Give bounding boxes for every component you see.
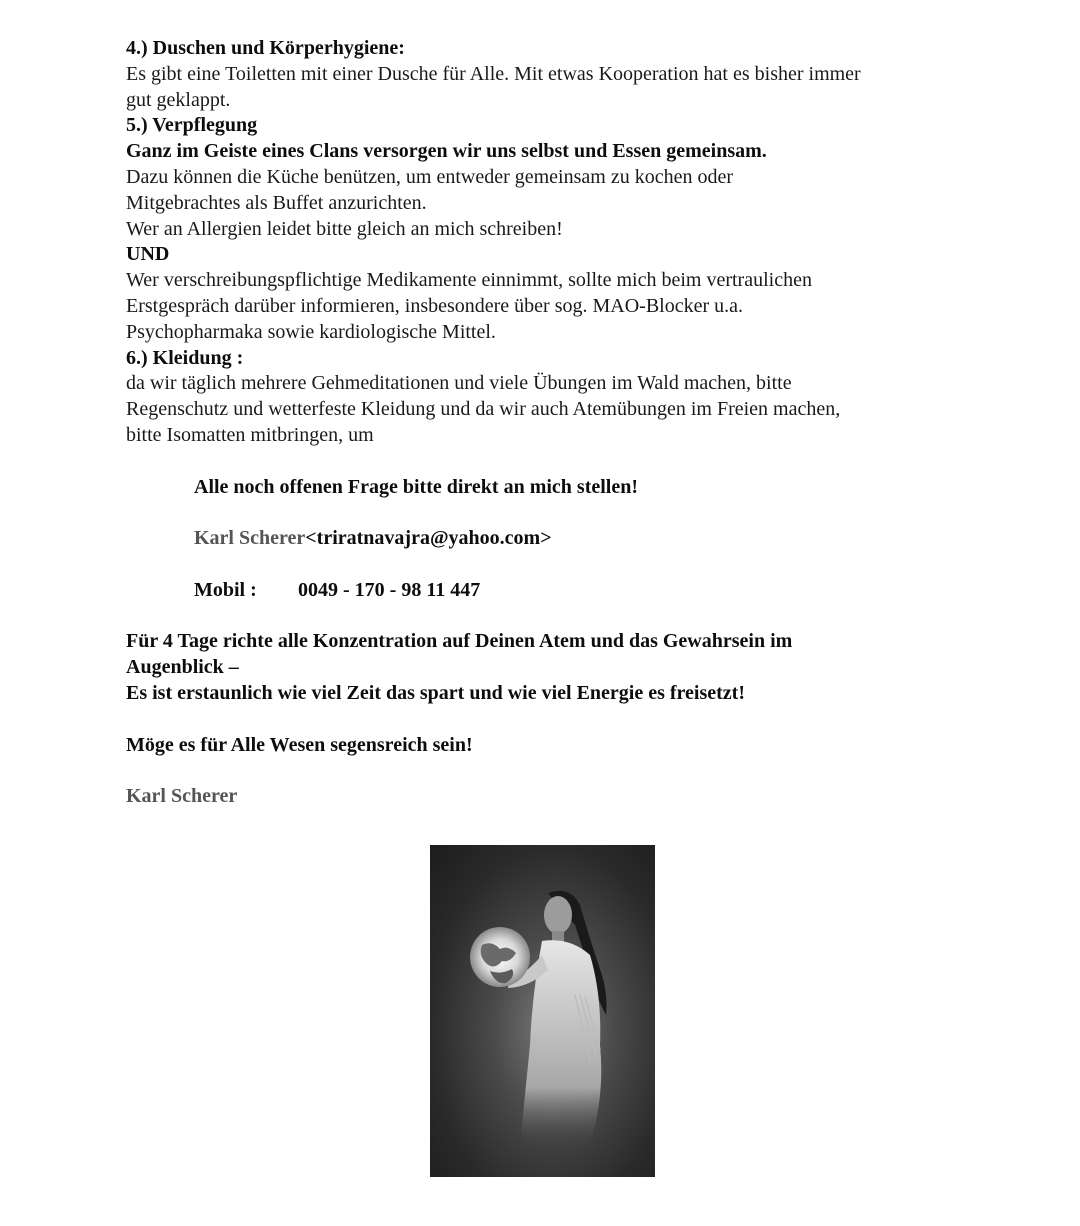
mobile-label: Mobil :: [194, 578, 257, 601]
painting-illustration: [430, 845, 655, 1177]
section-5-text-line: Mitgebrachtes als Buffet anzurichten.: [126, 191, 427, 214]
spacer: [126, 500, 966, 526]
section-6-text-line: Regenschutz und wetterfeste Kleidung und da wir auch Atemübungen im Freien machen,: [126, 398, 841, 421]
mobile-line: [126, 578, 966, 604]
contact-name: Karl Scherer: [194, 527, 306, 550]
spacer: [126, 552, 966, 578]
spacer: [126, 604, 966, 630]
section-5-text-line: Erstgespräch darüber informieren, insbesondere über sog. MAO-Blocker u.a.: [126, 294, 744, 317]
contact-line: [126, 526, 966, 552]
section-6-text-line: bitte Isomatten mitbringen, um: [126, 423, 374, 446]
section-4-text-line: Es gibt eine Toiletten mit einer Dusche für Alle. Mit etwas Kooperation hat es bisher immer: [126, 62, 861, 85]
signature: Karl Scherer: [126, 785, 238, 808]
section-6-text-line: da wir täglich mehrere Gehmeditationen und viele Übungen im Wald machen, bitte: [126, 372, 792, 395]
questions-line: Alle noch offenen Frage bitte direkt an mich stellen!: [194, 475, 639, 498]
section-6-heading: 6.) Kleidung :: [126, 346, 244, 369]
closing-line: Für 4 Tage richte alle Konzentration auf Deinen Atem und das Gewahrsein im: [126, 630, 793, 653]
closing-line: Es ist erstaunlich wie viel Zeit das spart und wie viel Energie es freisetzt!: [126, 681, 746, 704]
section-4-text-line: gut geklappt.: [126, 88, 231, 111]
spacer: [126, 758, 966, 784]
document-page: [126, 36, 966, 810]
mobile-number: 0049 - 170 - 98 11 447: [298, 578, 481, 601]
section-5-bold-line: Ganz im Geiste eines Clans versorgen wir uns selbst und Essen gemeinsam.: [126, 140, 767, 163]
spacer: [126, 707, 966, 733]
closing-line: Augenblick –: [126, 656, 239, 679]
section-5-text-line: Wer an Allergien leidet bitte gleich an mich schreiben!: [126, 217, 563, 240]
woman-holding-earth-painting: [430, 845, 655, 1177]
section-5-und: UND: [126, 243, 170, 266]
spacer: [126, 449, 966, 475]
contact-email[interactable]: <triratnavajra@yahoo.com>: [305, 527, 552, 550]
section-5-text-line: Wer verschreibungspflichtige Medikamente einnimmt, sollte mich beim vertraulichen: [126, 269, 812, 292]
section-5-heading: 5.) Verpflegung: [126, 114, 258, 137]
section-5-text-line: Psychopharmaka sowie kardiologische Mittel.: [126, 320, 496, 343]
head-shape: [544, 896, 572, 934]
section-5-text-line: Dazu können die Küche benützen, um entweder gemeinsam zu kochen oder: [126, 165, 733, 188]
section-4-heading: 4.) Duschen und Körperhygiene:: [126, 37, 405, 59]
blessing-line: Möge es für Alle Wesen segensreich sein!: [126, 733, 473, 756]
